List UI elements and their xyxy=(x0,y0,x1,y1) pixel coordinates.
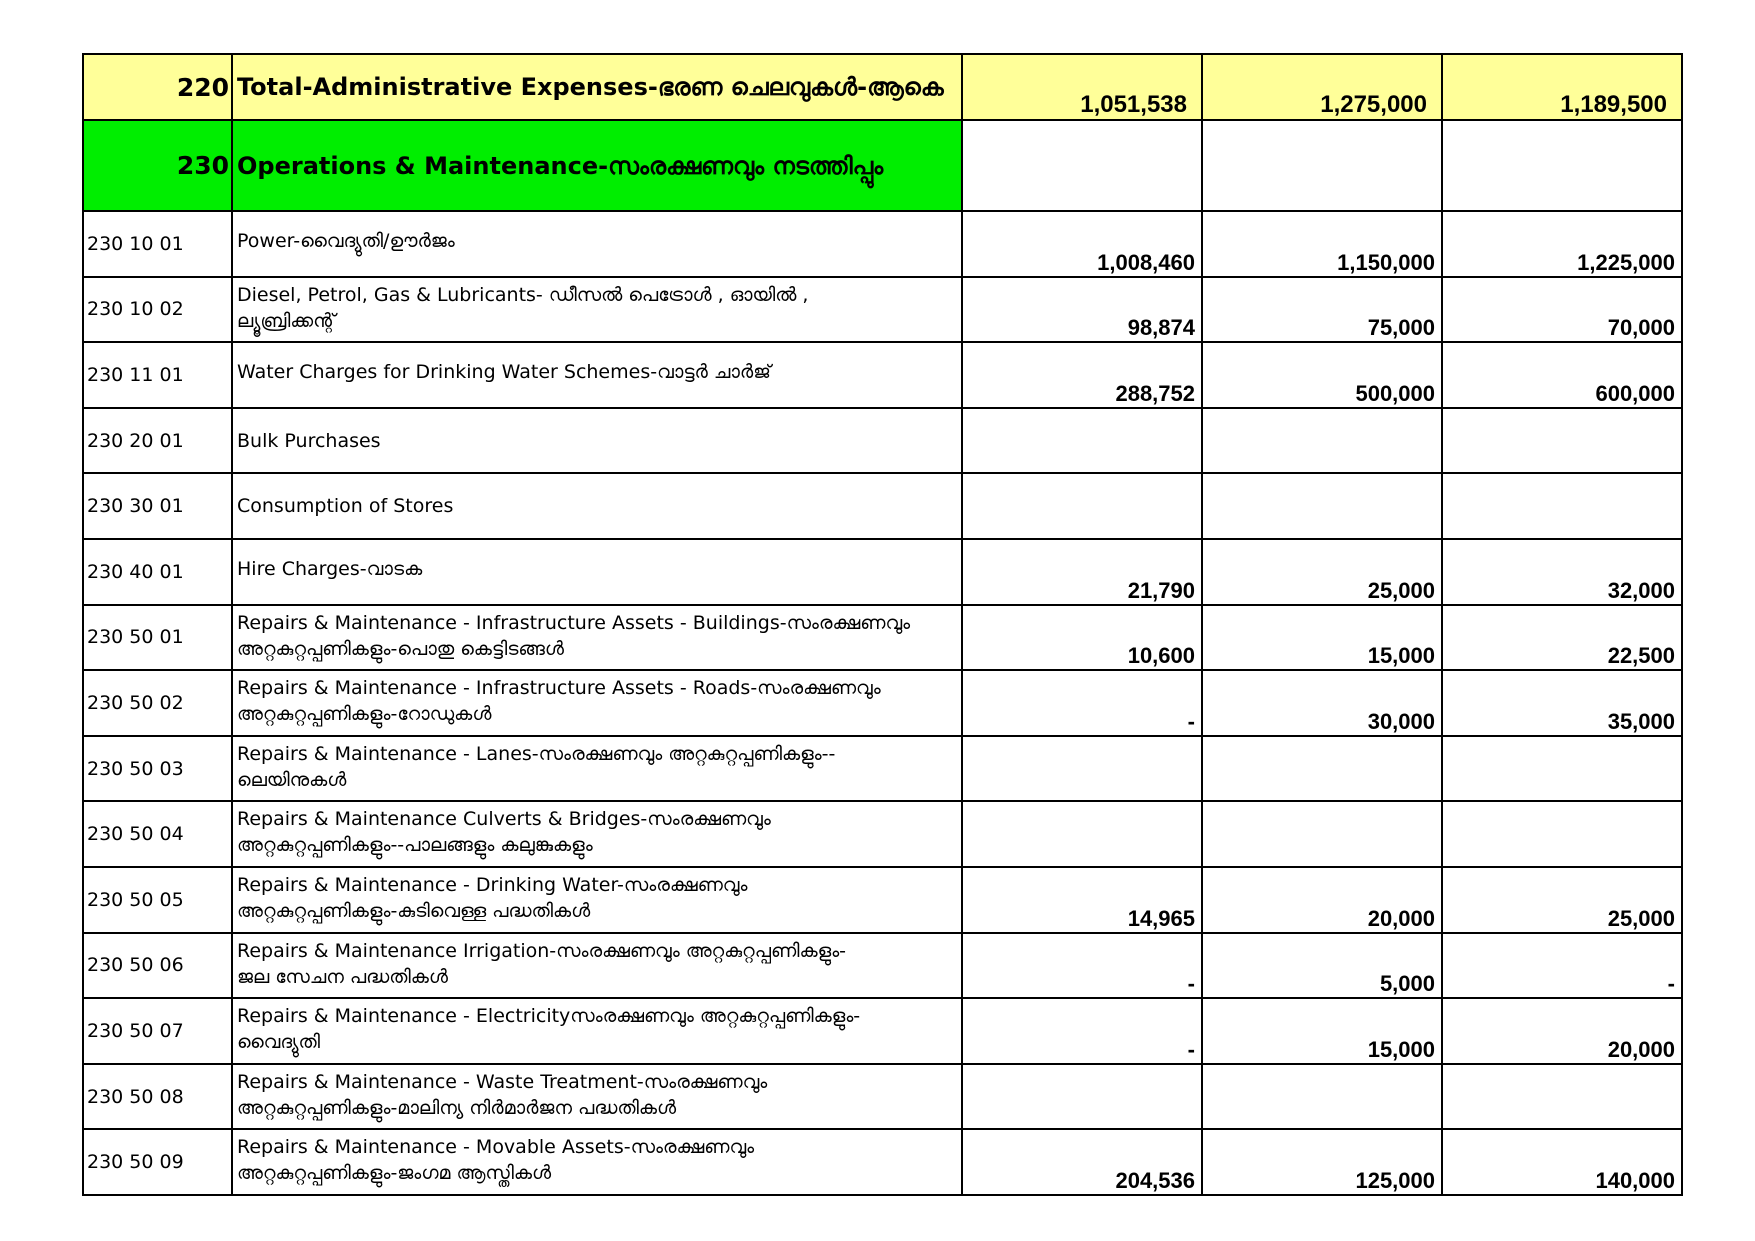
row-code: 220 xyxy=(83,54,232,120)
table-row xyxy=(83,342,1682,408)
table-row xyxy=(83,998,1682,1064)
row-code: 230 40 01 xyxy=(83,539,232,605)
row-code: 230 50 07 xyxy=(83,998,232,1064)
value-cell-2 xyxy=(1202,736,1442,802)
value-cell-2: 125,000 xyxy=(1202,1129,1442,1195)
value-cell-2: 75,000 xyxy=(1202,277,1442,343)
value-cell-3 xyxy=(1442,1064,1682,1130)
value-cell-1: 288,752 xyxy=(962,342,1202,408)
row-code: 230 30 01 xyxy=(83,473,232,539)
value-cell-2: 1,150,000 xyxy=(1202,211,1442,277)
value-cell-1 xyxy=(962,801,1202,867)
value-cell-2 xyxy=(1202,1064,1442,1130)
table-row xyxy=(83,277,1682,343)
row-description: Repairs & Maintenance - Movable Assets-സംരക്ഷണവും അറ്റകുറ്റപ്പണികളും-ജംഗമ ആസ്തികൾ xyxy=(232,1129,962,1195)
value-cell-1: 1,051,538 xyxy=(962,54,1202,120)
row-description: Repairs & Maintenance - Drinking Water-സംരക്ഷണവും അറ്റകുറ്റപ്പണികളും-കുടിവെള്ള പദ്ധതികൾ xyxy=(232,867,962,933)
section-title: Operations & Maintenance-സംരക്ഷണവും നടത്തിപ്പും xyxy=(232,120,962,211)
row-description: Repairs & Maintenance Culverts & Bridges-സംരക്ഷണവും അറ്റകുറ്റപ്പണികളും--പാലങ്ങളും കലുങ്കുകളും xyxy=(232,801,962,867)
row-code: 230 50 06 xyxy=(83,933,232,999)
table-row xyxy=(83,736,1682,802)
value-cell-1: - xyxy=(962,670,1202,736)
section-code: 230 xyxy=(83,120,232,211)
value-cell-2 xyxy=(1202,801,1442,867)
value-cell-1: 14,965 xyxy=(962,867,1202,933)
table-row xyxy=(83,867,1682,933)
value-cell-1 xyxy=(962,408,1202,474)
total-row xyxy=(83,54,1682,120)
row-code: 230 10 02 xyxy=(83,277,232,343)
value-cell-2: 20,000 xyxy=(1202,867,1442,933)
row-description: Repairs & Maintenance - Waste Treatment-സംരക്ഷണവും അറ്റകുറ്റപ്പണികളും-മാലിന്യ നിർമാർജന പദ്ധതികൾ xyxy=(232,1064,962,1130)
row-code: 230 11 01 xyxy=(83,342,232,408)
table-row xyxy=(83,539,1682,605)
value-cell-2 xyxy=(1202,473,1442,539)
value-cell-3: 22,500 xyxy=(1442,605,1682,671)
row-description: Consumption of Stores xyxy=(232,473,962,539)
value-cell-3: 20,000 xyxy=(1442,998,1682,1064)
value-cell-1: 1,008,460 xyxy=(962,211,1202,277)
row-code: 230 50 03 xyxy=(83,736,232,802)
row-description: Repairs & Maintenance - Infrastructure Assets - Buildings-സംരക്ഷണവും അറ്റകുറ്റപ്പണികളും-പൊതു കെട്ടിടങ്ങൾ xyxy=(232,605,962,671)
value-cell-2 xyxy=(1202,120,1442,211)
row-description: Hire Charges-വാടക xyxy=(232,539,962,605)
table-row xyxy=(83,605,1682,671)
table-row xyxy=(83,801,1682,867)
row-code: 230 50 08 xyxy=(83,1064,232,1130)
value-cell-1: 204,536 xyxy=(962,1129,1202,1195)
table-row xyxy=(83,473,1682,539)
value-cell-3 xyxy=(1442,473,1682,539)
value-cell-1 xyxy=(962,120,1202,211)
value-cell-3: 600,000 xyxy=(1442,342,1682,408)
table-row xyxy=(83,408,1682,474)
row-code: 230 50 02 xyxy=(83,670,232,736)
row-description: Repairs & Maintenance - Lanes-സംരക്ഷണവും അറ്റകുറ്റപ്പണികളും-- ലെയിനുകൾ xyxy=(232,736,962,802)
row-description: Water Charges for Drinking Water Schemes-വാട്ടർ ചാർജ് xyxy=(232,342,962,408)
value-cell-3: - xyxy=(1442,933,1682,999)
value-cell-1 xyxy=(962,473,1202,539)
row-code: 230 50 09 xyxy=(83,1129,232,1195)
value-cell-2: 30,000 xyxy=(1202,670,1442,736)
row-code: 230 50 05 xyxy=(83,867,232,933)
value-cell-3: 1,225,000 xyxy=(1442,211,1682,277)
table-row xyxy=(83,211,1682,277)
value-cell-3: 1,189,500 xyxy=(1442,54,1682,120)
table-row xyxy=(83,933,1682,999)
value-cell-3 xyxy=(1442,736,1682,802)
row-code: 230 50 04 xyxy=(83,801,232,867)
value-cell-1: 21,790 xyxy=(962,539,1202,605)
row-code: 230 50 01 xyxy=(83,605,232,671)
value-cell-1: - xyxy=(962,933,1202,999)
value-cell-1: - xyxy=(962,998,1202,1064)
row-code: 230 10 01 xyxy=(83,211,232,277)
value-cell-3: 35,000 xyxy=(1442,670,1682,736)
value-cell-2: 25,000 xyxy=(1202,539,1442,605)
table-row xyxy=(83,670,1682,736)
value-cell-1 xyxy=(962,1064,1202,1130)
budget-table xyxy=(82,53,1683,1196)
row-description: Repairs & Maintenance - Electricityസംരക്ഷണവും അറ്റകുറ്റപ്പണികളും- വൈദ്യുതി xyxy=(232,998,962,1064)
value-cell-3: 25,000 xyxy=(1442,867,1682,933)
row-description: Diesel, Petrol, Gas & Lubricants- ഡീസൽ പെട്രോൾ , ഓയിൽ , ല്യൂബ്രിക്കന്റ് xyxy=(232,277,962,343)
value-cell-3 xyxy=(1442,801,1682,867)
row-description: Repairs & Maintenance Irrigation-സംരക്ഷണവും അറ്റകുറ്റപ്പണികളും- ജല സേചന പദ്ധതികൾ xyxy=(232,933,962,999)
value-cell-2: 500,000 xyxy=(1202,342,1442,408)
row-description: Repairs & Maintenance - Infrastructure Assets - Roads-സംരക്ഷണവും അറ്റകുറ്റപ്പണികളും-റോഡുകൾ xyxy=(232,670,962,736)
table-row xyxy=(83,1064,1682,1130)
value-cell-2: 1,275,000 xyxy=(1202,54,1442,120)
value-cell-3: 140,000 xyxy=(1442,1129,1682,1195)
value-cell-2: 15,000 xyxy=(1202,605,1442,671)
value-cell-3: 32,000 xyxy=(1442,539,1682,605)
section-row xyxy=(83,120,1682,211)
value-cell-2: 15,000 xyxy=(1202,998,1442,1064)
value-cell-2: 5,000 xyxy=(1202,933,1442,999)
value-cell-2 xyxy=(1202,408,1442,474)
row-description: Bulk Purchases xyxy=(232,408,962,474)
value-cell-3 xyxy=(1442,120,1682,211)
row-description: Power-വൈദ്യുതി/ഊർജം xyxy=(232,211,962,277)
value-cell-1: 10,600 xyxy=(962,605,1202,671)
value-cell-1 xyxy=(962,736,1202,802)
table-row xyxy=(83,1129,1682,1195)
value-cell-3: 70,000 xyxy=(1442,277,1682,343)
value-cell-1: 98,874 xyxy=(962,277,1202,343)
row-description: Total-Administrative Expenses-ഭരണ ചെലവുകൾ-ആകെ xyxy=(232,54,962,120)
value-cell-3 xyxy=(1442,408,1682,474)
row-code: 230 20 01 xyxy=(83,408,232,474)
